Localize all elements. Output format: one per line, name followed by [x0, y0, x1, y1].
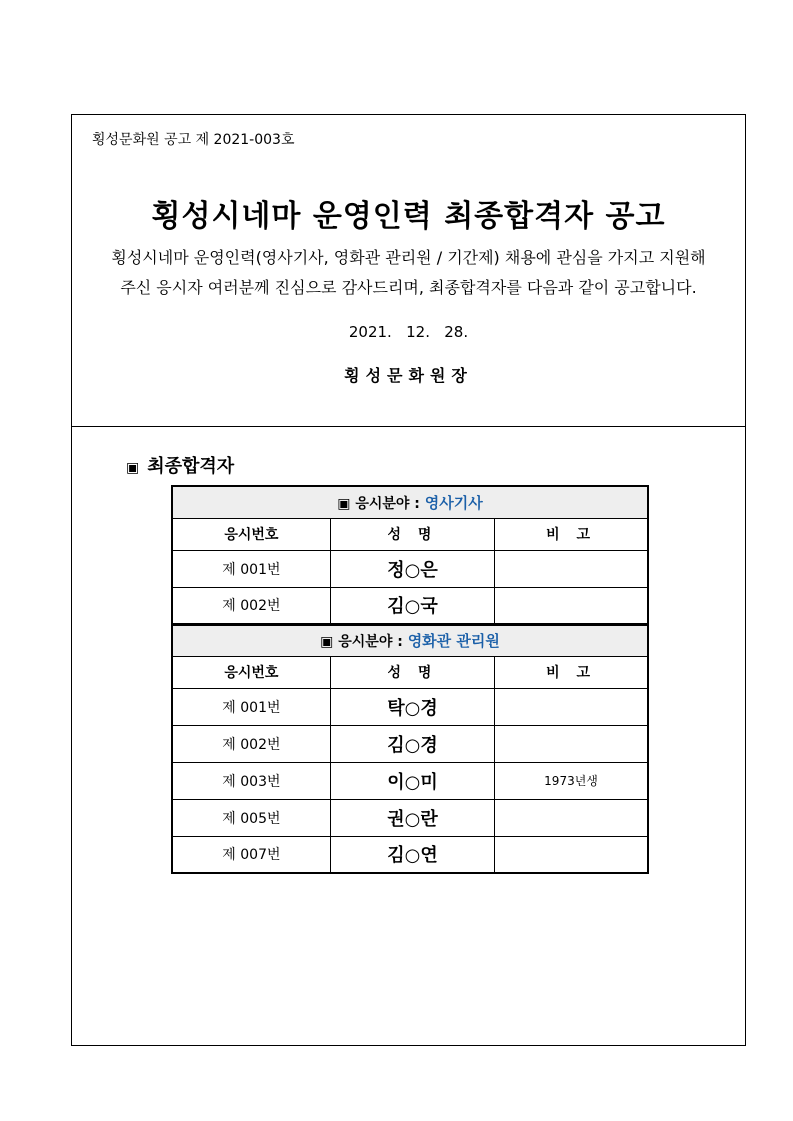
notice-body-line-1: 횡성시네마 운영인력(영사기사, 영화관 관리원 / 기간제) 채용에 관심을 가지고 지원해 [111, 248, 706, 267]
column-header-row [172, 656, 648, 688]
applicant-note [495, 587, 648, 624]
section-heading-label: 최종합격자 [147, 456, 235, 477]
applicant-number: 제 002번 [172, 725, 330, 762]
applicant-number: 제 001번 [172, 688, 330, 725]
applicant-name: 탁○경 [330, 688, 494, 725]
table-row [172, 762, 648, 799]
applicant-name: 김○국 [330, 587, 494, 624]
result-table [171, 485, 649, 874]
applicant-name: 김○연 [330, 836, 494, 873]
category-field: 영화관 관리원 [407, 632, 500, 650]
column-header-number: 응시번호 [172, 518, 330, 550]
category-cell [172, 624, 648, 656]
notice-date: 2021. 12. 28. [348, 323, 469, 341]
category-row [172, 624, 648, 656]
applicant-number: 제 002번 [172, 587, 330, 624]
applicant-note [495, 725, 648, 762]
applicant-name: 권○란 [330, 799, 494, 836]
table-row [172, 688, 648, 725]
notice-frame [71, 114, 746, 1046]
applicant-number: 제 003번 [172, 762, 330, 799]
applicant-number: 제 001번 [172, 550, 330, 587]
applicant-note [495, 836, 648, 873]
applicant-note [495, 550, 648, 587]
applicant-note [495, 688, 648, 725]
category-field: 영사기사 [424, 493, 483, 512]
applicant-name: 이○미 [330, 762, 494, 799]
notice-signer: 횡성문화원장 [344, 366, 473, 385]
section-heading [126, 452, 234, 478]
page-title: 횡성시네마 운영인력 최종합격자 공고 [151, 199, 666, 234]
column-header-name: 성 명 [330, 656, 494, 688]
notice-header [72, 115, 745, 427]
category-cell [172, 486, 648, 518]
applicant-note: 1973년생 [495, 762, 648, 799]
column-header-row [172, 518, 648, 550]
applicant-number: 제 005번 [172, 799, 330, 836]
table-row [172, 799, 648, 836]
table-row [172, 725, 648, 762]
column-header-name: 성 명 [330, 518, 494, 550]
section-marker-icon: ▣ [126, 460, 140, 476]
category-label-prefix: ▣ 응시분야 : [320, 634, 408, 650]
applicant-number: 제 007번 [172, 836, 330, 873]
notice-number: 횡성문화원 공고 제 2021-003호 [92, 132, 295, 148]
applicant-name: 김○경 [330, 725, 494, 762]
applicant-name: 정○은 [330, 550, 494, 587]
column-header-number: 응시번호 [172, 656, 330, 688]
table-row [172, 550, 648, 587]
category-row [172, 486, 648, 518]
category-label-prefix: ▣ 응시분야 : [337, 495, 425, 512]
notice-body [72, 243, 745, 303]
column-header-note: 비 고 [495, 656, 648, 688]
notice-body-line-2: 주신 응시자 여러분께 진심으로 감사드리며, 최종합격자를 다음과 같이 공고합니다. [120, 278, 697, 297]
applicant-note [495, 799, 648, 836]
column-header-note: 비 고 [495, 518, 648, 550]
table-row [172, 587, 648, 624]
table-row [172, 836, 648, 873]
